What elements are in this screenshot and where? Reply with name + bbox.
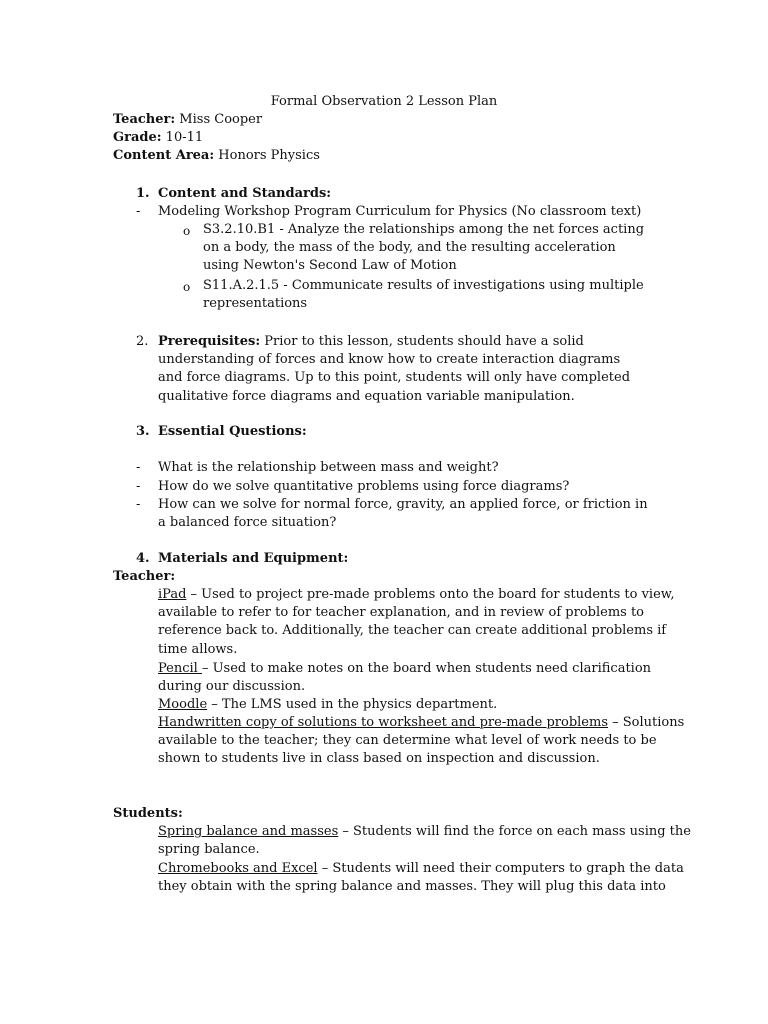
handwritten-description: – Solutions available to the teacher; they can determine what level of work needs to be shown to students live in class based on inspection and discussion. [158,715,685,767]
question-1: What is the relationship between mass and weight? [158,460,499,475]
ipad-name: iPad [158,587,187,602]
spring-entry [113,823,698,859]
spring-description: – Students will find the force on each mass using the spring balance. [158,824,691,858]
grade-line [113,129,320,147]
chromebooks-entry [113,860,698,896]
prerequisites-paragraph [158,333,648,406]
section-1-number: 1. [136,186,150,201]
lesson-meta [113,111,320,166]
curriculum-item: Modeling Workshop Program Curriculum for Physics (No classroom text) [158,204,642,219]
chromebooks-name: Chromebooks and Excel [158,861,318,876]
question-3: How can we solve for normal force, gravity, an applied force, or friction in a balanced force situation? [158,497,648,531]
section-4-number: 4. [136,551,150,566]
section-3-number: 3. [136,424,150,439]
grade-label: Grade: [113,130,162,146]
ipad-description: – Used to project pre-made problems onto the board for students to view, available to refer to for teacher explanation, and in review of problems to reference back to. Additionally, the teacher can create additional problems if time allows. [158,587,675,657]
moodle-name: Moodle [158,697,208,712]
pencil-entry [113,660,698,696]
prerequisites-text: Prior to this lesson, students should have a solid understanding of forces and know how to create interaction diagrams and force diagrams. Up to this point, students will only have completed qualitative force diagrams and equation variable manipulation. [158,334,631,404]
teacher-line [113,111,320,129]
pencil-name: Pencil [158,661,202,676]
section-2-number-wrap [136,333,158,351]
grade-value: 10-11 [161,130,204,146]
standard-s3-2-10-b1: S3.2.10.B1 - Analyze the relationships among the net forces acting on a body, the mass of the body, and the resulting acceleration using Newton's Second Law of Motion [203,222,645,274]
students-materials-label: Students: [113,806,183,821]
standard-s11-a-2-1-5: S11.A.2.1.5 - Communicate results of investigations using multiple representations [203,278,644,312]
list-dash: - [136,497,141,512]
section-1-title: Content and Standards: [158,186,332,201]
list-dash: - [136,204,141,219]
section-3-title: Essential Questions: [158,424,307,439]
spring-name: Spring balance and masses [158,824,339,839]
content-area-value: Honors Physics [214,148,320,164]
section-4-heading [136,550,348,568]
section-2-number: 2. [136,334,149,349]
section-2-title: Prerequisites: [158,334,261,349]
chromebooks-description: – Students will need their computers to graph the data they obtain with the spring balance and masses. They will plug this data into [158,861,684,895]
section-1-heading [136,185,331,203]
moodle-description: – The LMS used in the physics department. [207,697,498,712]
teacher-materials-label: Teacher: [113,569,176,584]
teacher-value: Miss Cooper [175,112,263,127]
sub-bullet: o [183,224,191,238]
ipad-entry [113,586,698,659]
teacher-label: Teacher: [113,112,176,127]
content-area-line [113,147,320,165]
document-title: Formal Observation 2 Lesson Plan [270,94,498,109]
sub-bullet: o [183,280,191,294]
question-2: How do we solve quantitative problems using force diagrams? [158,479,570,494]
handwritten-name: Handwritten copy of solutions to worksheet and pre-made problems [158,715,608,730]
handwritten-entry [113,714,698,769]
section-3-heading [136,423,307,441]
list-dash: - [136,460,141,475]
content-area-label: Content Area: [113,148,215,164]
list-dash: - [136,479,141,494]
moodle-entry [113,696,698,714]
section-4-title: Materials and Equipment: [158,551,349,566]
pencil-description: – Used to make notes on the board when students need clarification during our discussion. [158,661,652,695]
